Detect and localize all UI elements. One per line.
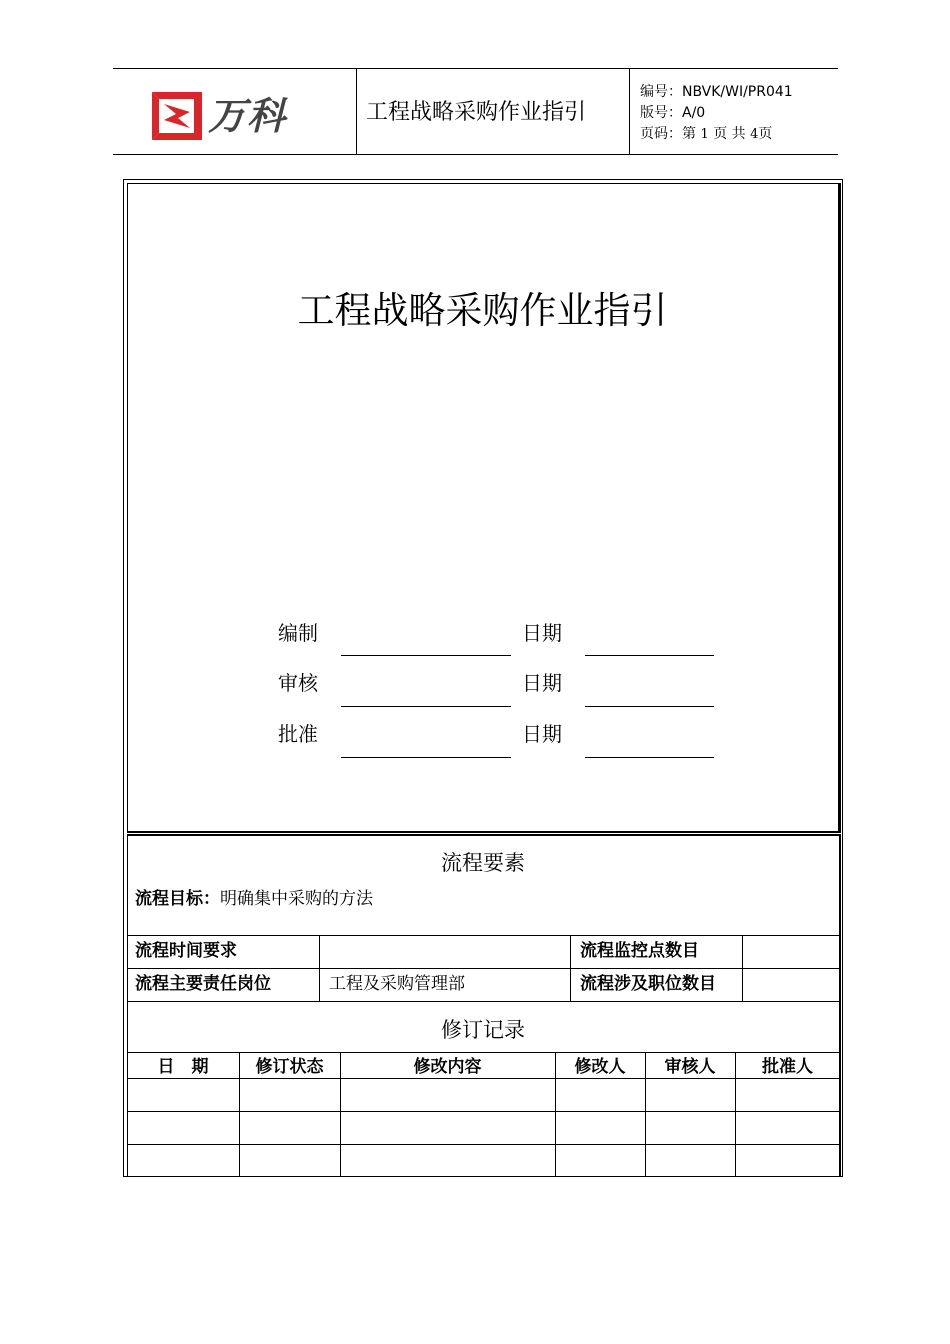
process-time-label: 流程时间要求 [135, 941, 237, 961]
sig-field-approve[interactable] [341, 757, 511, 758]
section-separator [127, 831, 839, 832]
table-rule [127, 968, 840, 969]
revision-section-title: 修订记录 [441, 1018, 525, 1042]
cover-frame [127, 183, 839, 833]
table-rule [127, 935, 840, 936]
header-divider [356, 69, 357, 155]
table-rule [127, 1052, 840, 1053]
header-bottom-rule [113, 154, 838, 155]
revision-col-content: 修改内容 [413, 1057, 482, 1077]
process-owner-value: 工程及采购管理部 [329, 974, 465, 994]
sig-label-approve: 批准 [278, 722, 318, 746]
doc-code-value: NBVK/WI/PR041 [682, 84, 793, 100]
page-total: 4 [750, 127, 759, 142]
process-control-label: 流程监控点数目 [580, 941, 699, 961]
table-rule [319, 935, 320, 1002]
sig-date-field-review[interactable] [585, 706, 714, 707]
sig-label-compile: 编制 [278, 621, 318, 645]
revision-col-reviewer: 审核人 [664, 1057, 716, 1077]
header-divider [629, 69, 630, 155]
doc-version [640, 103, 705, 123]
process-positions-label: 流程涉及职位数目 [580, 974, 716, 994]
revision-col-date: 日 期 [157, 1057, 209, 1077]
revision-col-status: 修订状态 [255, 1057, 324, 1077]
cover-title: 工程战略采购作业指引 [297, 289, 668, 332]
table-rule [127, 1144, 840, 1145]
cover-frame-shadow [838, 183, 841, 833]
sig-field-compile[interactable] [341, 655, 511, 656]
process-goal-label: 流程目标： [135, 889, 220, 909]
logo-wordmark: 万科 [208, 94, 287, 138]
sig-date-label-review: 日期 [522, 671, 562, 695]
sig-date-field-approve[interactable] [585, 757, 714, 758]
doc-page [640, 124, 772, 145]
page-label: 页码：第 [640, 126, 696, 142]
process-goal-value: 明确集中采购的方法 [220, 889, 373, 909]
doc-code [640, 82, 793, 102]
header-top-rule [113, 68, 838, 69]
lower-frame-left [127, 834, 128, 1177]
vanke-logo-icon [150, 90, 204, 142]
section-separator [127, 834, 841, 836]
table-rule [127, 1001, 840, 1002]
revision-col-approver: 批准人 [762, 1057, 813, 1077]
sig-date-field-compile[interactable] [585, 655, 714, 656]
process-section-title: 流程要素 [441, 851, 525, 875]
revision-col-modifier: 修改人 [574, 1057, 626, 1077]
lower-frame-right [839, 834, 841, 1177]
doc-code-label: 编号： [640, 84, 682, 100]
sig-date-label-compile: 日期 [522, 621, 562, 645]
table-rule [127, 1111, 840, 1112]
sig-date-label-approve: 日期 [522, 722, 562, 746]
process-owner-label: 流程主要责任岗位 [135, 974, 271, 994]
process-goal [135, 886, 373, 912]
doc-version-value: A/0 [682, 105, 706, 121]
table-rule [570, 935, 571, 1002]
header-title: 工程战略采购作业指引 [366, 100, 587, 125]
page-suffix: 页 [758, 126, 773, 142]
doc-version-label: 版号： [640, 105, 682, 121]
sig-label-review: 审核 [278, 671, 318, 695]
page-current: 1 [700, 127, 709, 142]
page-mid: 页 共 [713, 126, 746, 142]
sig-field-review[interactable] [341, 706, 511, 707]
table-rule [742, 935, 743, 1002]
vanke-logo [150, 88, 320, 144]
